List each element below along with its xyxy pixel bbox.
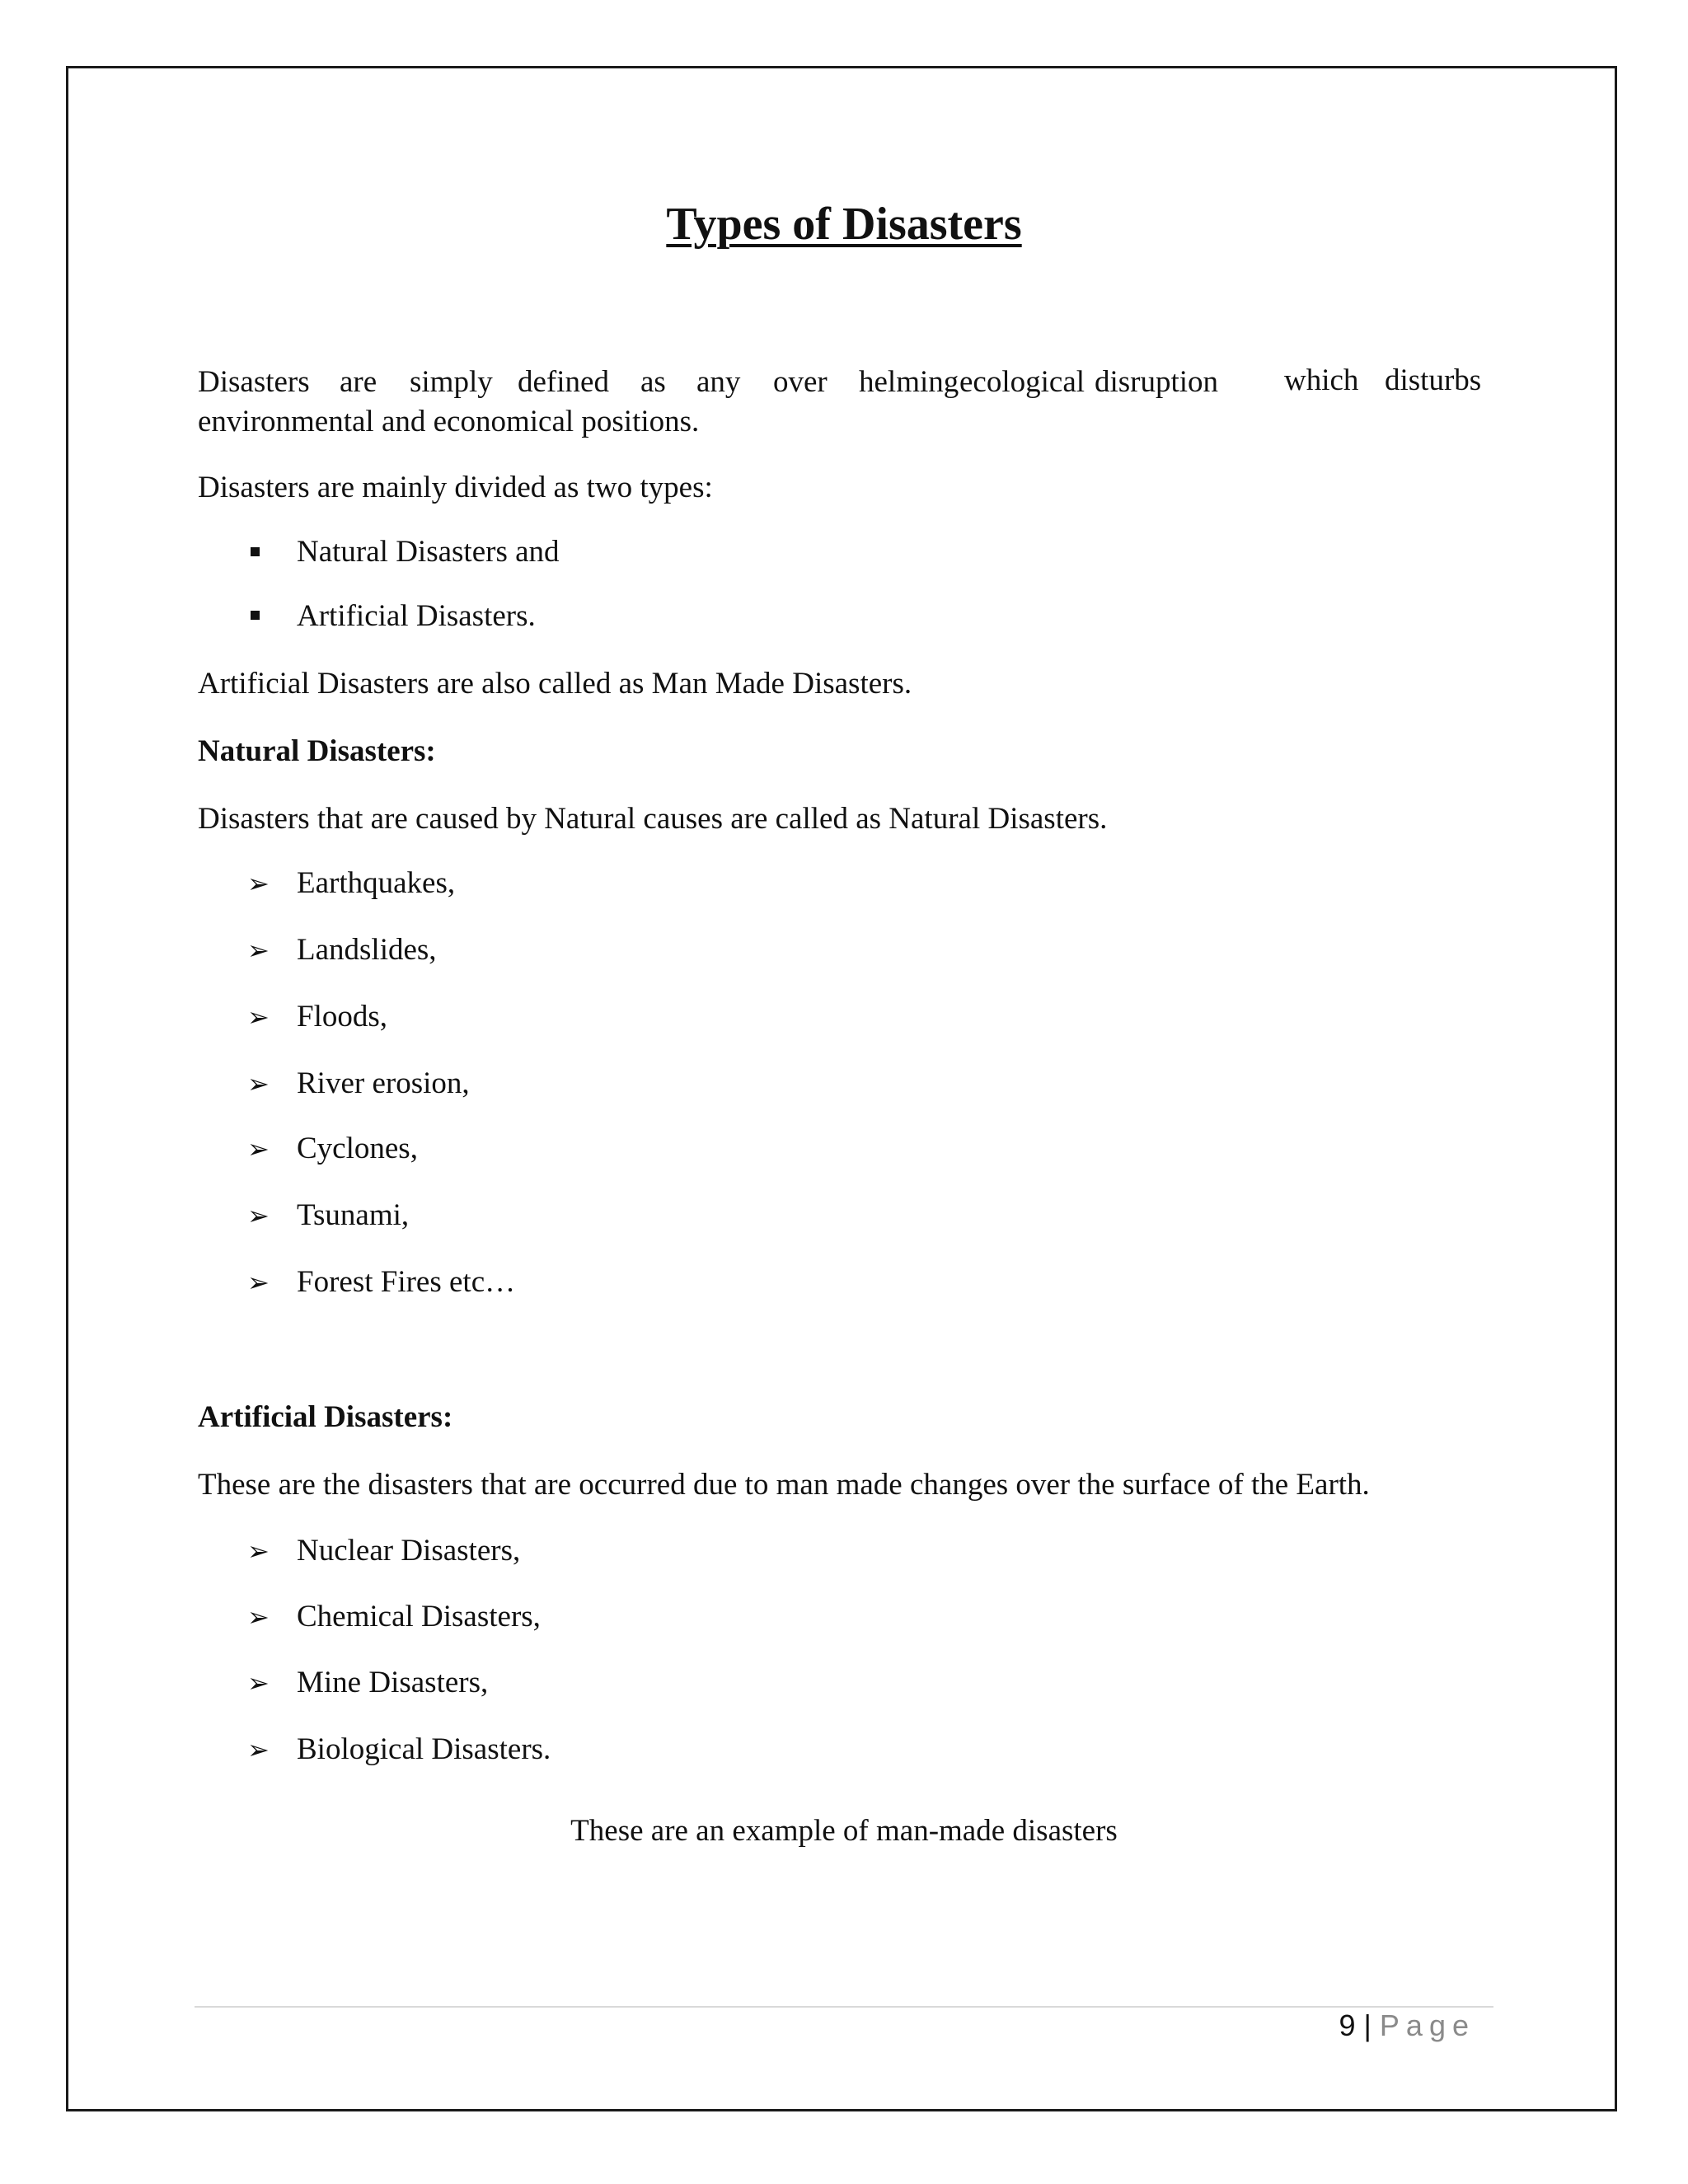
- square-bullet-icon: [251, 547, 260, 556]
- arrow-bullet-icon: ➢: [247, 869, 270, 898]
- natural-item: Tsunami,: [297, 1198, 410, 1232]
- arrow-bullet-icon: ➢: [247, 1002, 270, 1032]
- artificial-definition: These are the disasters that are occurred due to man made changes over the surface of the Earth.: [198, 1468, 1370, 1502]
- natural-item: Forest Fires etc…: [297, 1265, 516, 1299]
- intro-line-2: environmental and economical positions.: [198, 405, 700, 438]
- arrow-bullet-icon: ➢: [247, 1668, 270, 1698]
- natural-item: Earthquakes,: [297, 866, 456, 900]
- artificial-note: Artificial Disasters are also called as Man Made Disasters.: [198, 667, 912, 701]
- page-number: 9: [1339, 2008, 1356, 2042]
- footer-separator: |: [1363, 2008, 1372, 2042]
- natural-item: Landslides,: [297, 933, 437, 967]
- intro-word: disturbs: [1385, 363, 1482, 397]
- intro-word: which: [1284, 363, 1359, 397]
- type-item: Natural Disasters and: [297, 535, 560, 569]
- artificial-heading: Artificial Disasters:: [198, 1400, 453, 1434]
- arrow-bullet-icon: ➢: [247, 1602, 270, 1632]
- intro-word: ecological: [959, 365, 1085, 399]
- artificial-item: Mine Disasters,: [297, 1666, 489, 1699]
- page-title: Types of Disasters: [666, 199, 1022, 250]
- intro-word: over: [773, 365, 828, 399]
- intro-word: simply: [410, 365, 493, 399]
- arrow-bullet-icon: ➢: [247, 935, 270, 965]
- arrow-bullet-icon: ➢: [247, 1069, 270, 1099]
- intro-word: are: [340, 365, 377, 399]
- intro-word: any: [696, 365, 741, 399]
- natural-item: River erosion,: [297, 1066, 470, 1100]
- division-sentence: Disasters are mainly divided as two types:: [198, 471, 713, 504]
- intro-word: helming: [859, 365, 959, 399]
- square-bullet-icon: [251, 611, 260, 620]
- intro-word: defined: [518, 365, 609, 399]
- arrow-bullet-icon: ➢: [247, 1735, 270, 1765]
- artificial-item: Biological Disasters.: [297, 1732, 551, 1766]
- arrow-bullet-icon: ➢: [247, 1201, 270, 1230]
- page-footer: [1339, 2008, 1476, 2044]
- page-label: Page: [1379, 2008, 1475, 2042]
- intro-word: Disasters: [198, 365, 310, 399]
- natural-definition: Disasters that are caused by Natural causes are called as Natural Disasters.: [198, 802, 1108, 836]
- arrow-bullet-icon: ➢: [247, 1134, 270, 1164]
- type-item: Artificial Disasters.: [297, 599, 536, 633]
- natural-item: Cyclones,: [297, 1132, 418, 1165]
- natural-item: Floods,: [297, 1000, 388, 1033]
- figure-caption: These are an example of man-made disasters: [570, 1814, 1118, 1848]
- natural-heading: Natural Disasters:: [198, 734, 436, 768]
- footer-divider: [195, 2006, 1493, 2008]
- arrow-bullet-icon: ➢: [247, 1268, 270, 1297]
- artificial-item: Nuclear Disasters,: [297, 1534, 521, 1568]
- intro-word: as: [640, 365, 666, 399]
- arrow-bullet-icon: ➢: [247, 1536, 270, 1566]
- intro-word: disruption: [1095, 365, 1219, 399]
- artificial-item: Chemical Disasters,: [297, 1600, 541, 1633]
